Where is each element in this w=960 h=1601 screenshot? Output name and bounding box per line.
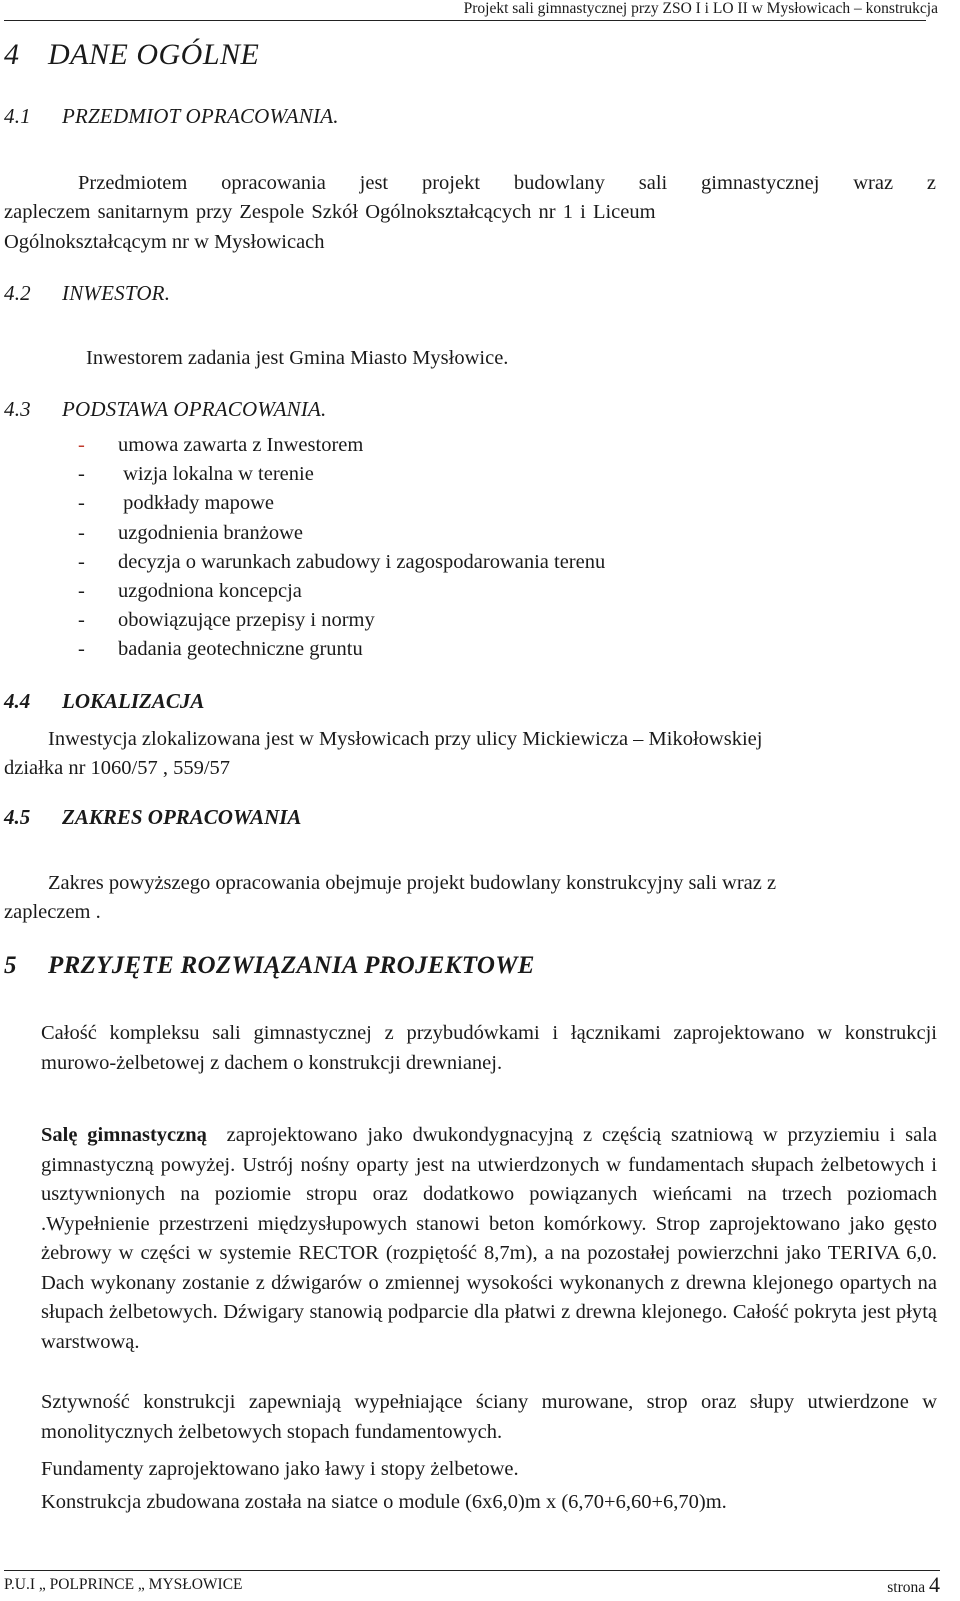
dash-icon: - bbox=[78, 550, 85, 573]
section-4-4-number: 4.4 bbox=[4, 689, 31, 713]
section-4-2-title: INWESTOR. bbox=[62, 281, 171, 305]
section-5-paragraph-4: Fundamenty zaprojektowano jako ławy i stopy żelbetowe. bbox=[41, 1458, 519, 1480]
dash-icon: - bbox=[78, 521, 85, 544]
section-5-heading bbox=[4, 952, 535, 980]
footer-page bbox=[887, 1572, 940, 1598]
list-item: - obowiązujące przepisy i normy bbox=[78, 606, 605, 635]
basis-list bbox=[78, 431, 605, 665]
footer-rule bbox=[4, 1570, 940, 1571]
list-item: - podkłady mapowe bbox=[78, 489, 605, 518]
section-4-4-title: LOKALIZACJA bbox=[62, 689, 205, 713]
header-rule bbox=[4, 20, 926, 21]
section-5-paragraph-1: Całość kompleksu sali gimnastycznej z przybudówkami i łącznikami zaprojektowano w konstrukcji murowo-żelbetowej z dachem o konstrukcji drewnianej. bbox=[41, 1022, 937, 1074]
section-4-5-heading bbox=[4, 805, 301, 830]
section-4-3-title: PODSTAWA OPRACOWANIA. bbox=[62, 397, 327, 421]
section-5-title: PRZYJĘTE ROZWIĄZANIA PROJEKTOWE bbox=[48, 952, 535, 979]
sports-hall-description: zaprojektowano jako dwukondygnacyjną z częścią szatniową w przyziemiu i sala gimnastyczną powyżej. Ustrój nośny oparty jest na utwierdzonych w fundamentach słupach żelbetowych i usztywnionych na poziomie stropu oraz dodatkowo powiązanych wieńcami na trzech poziomach .Wypełnienie przestrzeni międzysłupowych stanowi beton komórkowy. Strop zaprojektowano jako gęsto żebrowy w części w systemie RECTOR (rozpiętość 8,7m), a na pozostałej powierzchni jako TERIVA 6,0. Dach wykonany zostanie z dźwigarów o zmiennej wysokości wykonanych z drewna klejonego opartych na słupach żelbetowych. Dźwigary stanowią podparcie dla płatwi z drewna klejonego. Całość pokryta jest płytą warstwową. bbox=[41, 1124, 943, 1353]
list-item: - umowa zawarta z Inwestorem bbox=[78, 431, 605, 460]
sports-hall-term: Salę gimnastyczną bbox=[41, 1124, 207, 1146]
dash-icon: - bbox=[78, 463, 85, 486]
section-4-2-number: 4.2 bbox=[4, 281, 31, 305]
section-4-title: DANE OGÓLNE bbox=[48, 38, 260, 71]
dash-icon: - bbox=[78, 434, 85, 456]
dash-icon: - bbox=[78, 492, 85, 515]
section-4-4-line-1: Inwestycja zlokalizowana jest w Mysłowicach przy ulicy Mickiewicza – Mikołowskiej bbox=[48, 728, 763, 750]
list-item: - wizja lokalna w terenie bbox=[78, 460, 605, 489]
dash-icon: - bbox=[78, 638, 85, 661]
list-item: - uzgodniona koncepcja bbox=[78, 577, 605, 606]
section-5-paragraph-2 bbox=[41, 1121, 943, 1357]
dash-icon: - bbox=[78, 609, 85, 632]
list-item: - uzgodnienia branżowe bbox=[78, 519, 605, 548]
section-4-1-body-cont bbox=[4, 198, 936, 257]
section-4-2-heading bbox=[4, 281, 170, 306]
section-4-1-body bbox=[78, 169, 936, 199]
page-label: strona bbox=[887, 1579, 926, 1596]
section-4-1-title: PRZEDMIOT OPRACOWANIA. bbox=[62, 104, 339, 128]
section-4-3-number: 4.3 bbox=[4, 397, 31, 421]
section-4-5-line-1: Zakres powyższego opracowania obejmuje projekt budowlany konstrukcyjny sali wraz z bbox=[48, 872, 777, 894]
section-4-5-title: ZAKRES OPRACOWANIA bbox=[62, 805, 302, 829]
section-4-1-line-2: zapleczem sanitarnym przy Zespole Szkół Ogólnokształcących nr 1 i Liceum bbox=[4, 201, 656, 223]
running-header: Projekt sali gimnastycznej przy ZSO I i LO II w Mysłowicach – konstrukcja bbox=[463, 0, 938, 17]
list-item: - badania geotechniczne gruntu bbox=[78, 635, 605, 664]
section-4-1-heading bbox=[4, 104, 339, 129]
section-4-5-number: 4.5 bbox=[4, 805, 31, 829]
section-4-number: 4 bbox=[4, 38, 20, 71]
page-number: 4 bbox=[929, 1572, 940, 1597]
list-item: - decyzja o warunkach zabudowy i zagospodarowania terenu bbox=[78, 548, 605, 577]
section-4-1-line-3: Ogólnokształcącym nr w Mysłowicach bbox=[4, 230, 325, 253]
section-4-4-heading bbox=[4, 689, 204, 714]
section-4-heading bbox=[4, 38, 259, 72]
dash-icon: - bbox=[78, 579, 85, 602]
section-4-3-heading bbox=[4, 397, 327, 422]
section-5-paragraph-3: Sztywność konstrukcji zapewniają wypełniające ściany murowane, strop oraz słupy utwierdzone w monolitycznych żelbetowych stopach fundamentowych. bbox=[41, 1391, 937, 1443]
footer-company: P.U.I „ POLPRINCE „ MYSŁOWICE bbox=[4, 1576, 243, 1593]
section-4-1-number: 4.1 bbox=[4, 104, 31, 128]
section-4-5-line-2: zapleczem . bbox=[4, 901, 101, 923]
section-4-1-line-1: Przedmiotem opracowania jest projekt budowlany sali gimnastycznej wraz z bbox=[78, 172, 936, 194]
section-5-paragraph-5: Konstrukcja zbudowana została na siatce o module (6x6,0)m x (6,70+6,60+6,70)m. bbox=[41, 1491, 727, 1513]
section-4-2-text: Inwestorem zadania jest Gmina Miasto Mysłowice. bbox=[86, 347, 509, 369]
section-5-number: 5 bbox=[4, 952, 17, 979]
section-4-4-line-2: działka nr 1060/57 , 559/57 bbox=[4, 757, 231, 779]
